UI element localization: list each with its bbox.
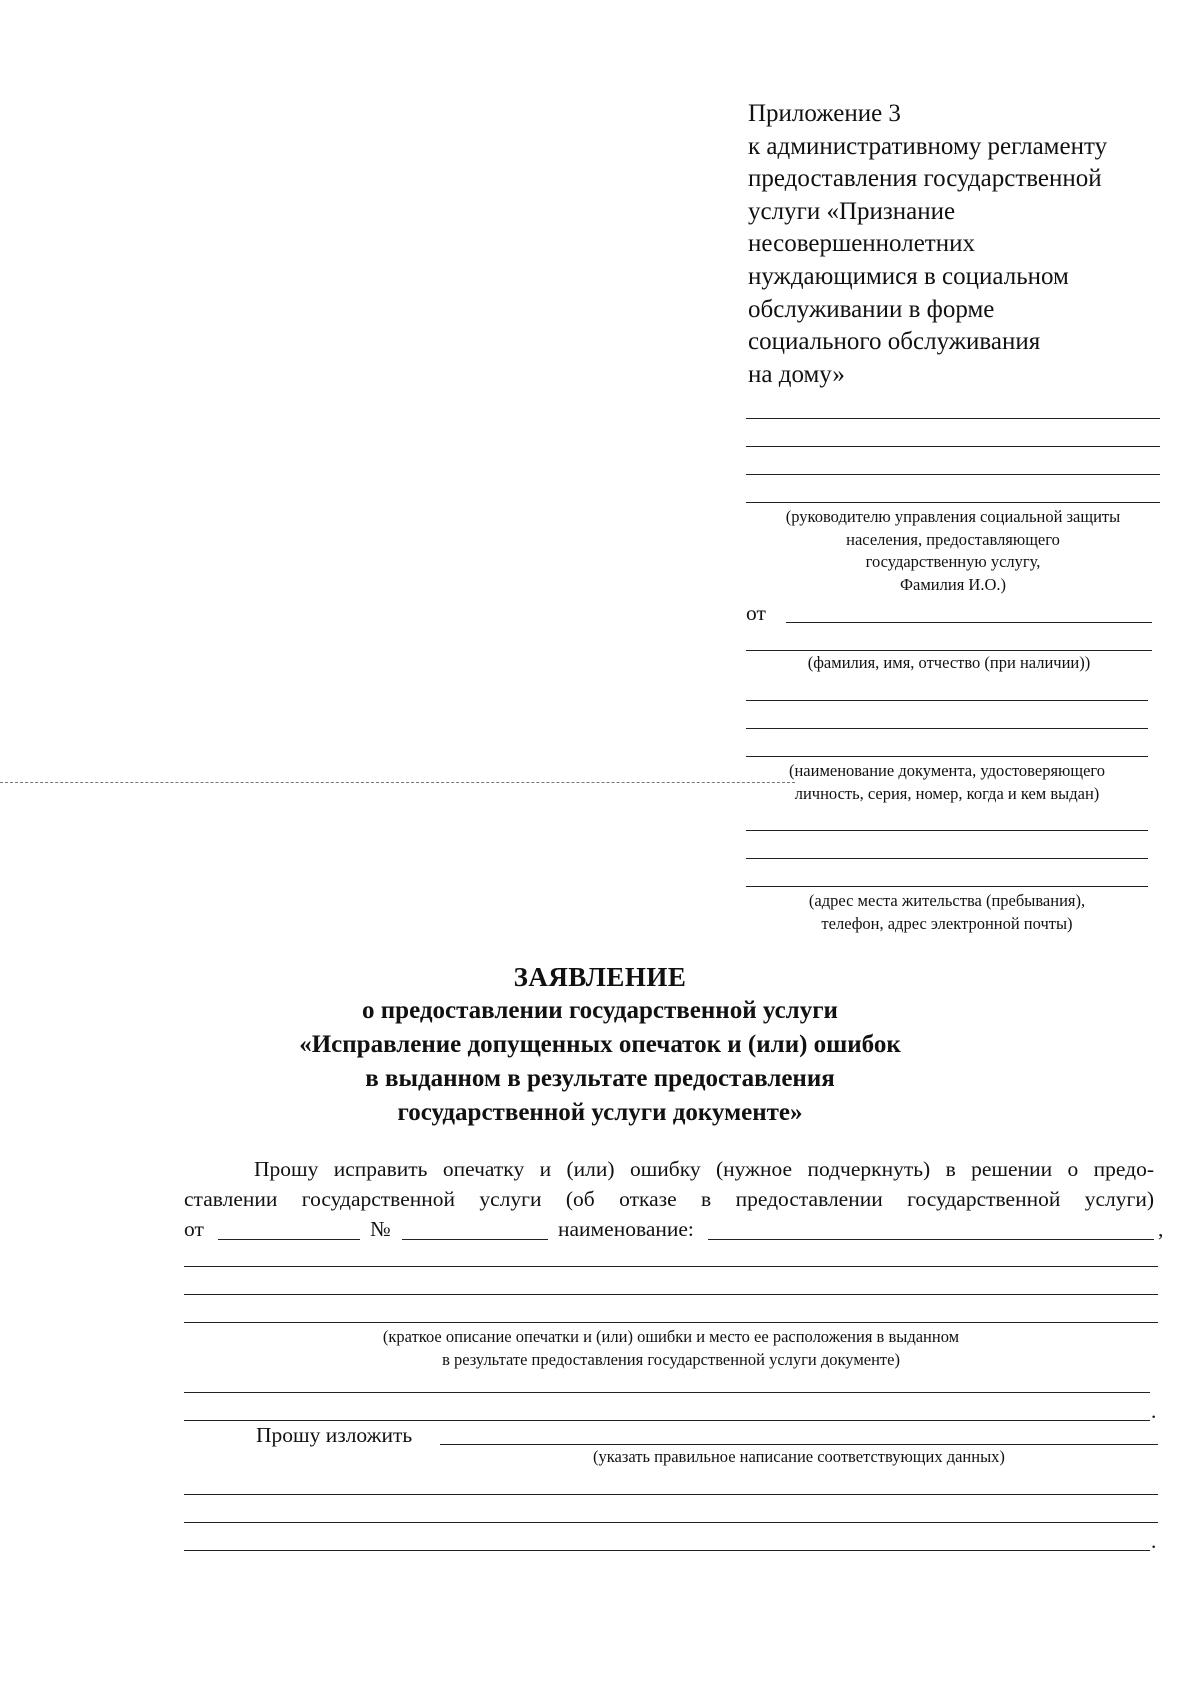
appendix-line: обслуживании в форме [748,295,995,323]
caption-line: (наименование документа, удостоверяющего [788,761,1106,780]
title-line: государственной услуги документе» [397,1099,803,1126]
description-period: . [1151,1399,1157,1423]
name-blank-line[interactable] [746,650,1152,651]
addressee-blank-line[interactable] [746,474,1160,475]
state-blank-line[interactable] [184,1550,1150,1551]
scan-artifact-line [0,782,795,783]
request-text: ставлении государственной услуги (об отказе в предоставлении государственной услуги) [184,1187,1154,1211]
caption-line: (адрес места жительства (пребывания), [808,891,1086,910]
request-line-1 [254,1154,1154,1184]
document-blank-line[interactable] [746,756,1148,757]
description-blank-line[interactable] [184,1294,1158,1295]
request-name-label: наименование: [558,1217,694,1241]
request-text: Прошу исправить опечатку и (или) ошибку (нужное подчеркнуть) в решении о предо- [254,1157,1154,1181]
caption-line: телефон, адрес электронной почты) [821,913,1073,933]
state-blank-line[interactable] [184,1522,1158,1523]
appendix-line: Приложение 3 [748,100,901,127]
document-caption [746,760,1148,805]
appendix-line: нуждающимися в социальном [748,262,1069,290]
caption-line: Фамилия И.О.) [900,574,1006,594]
request-number-field[interactable] [402,1239,548,1240]
appendix-line: на дому» [748,360,845,388]
caption-line: государственную услугу, [865,552,1041,571]
description-caption [184,1326,1158,1371]
addressee-blank-line[interactable] [746,418,1160,419]
description-blank-line[interactable] [184,1322,1158,1323]
document-blank-line[interactable] [746,728,1148,729]
from-label: от [746,601,766,625]
address-blank-line[interactable] [746,886,1148,887]
caption-line: личность, серия, номер, когда и кем выдан) [794,783,1100,803]
request-date-field[interactable] [218,1239,360,1240]
description-blank-line[interactable] [184,1266,1158,1267]
addressee-blank-line[interactable] [746,446,1160,447]
address-caption [746,890,1148,935]
appendix-line: предоставления государственной [748,165,1102,193]
request-line-2 [184,1184,1154,1214]
address-blank-line[interactable] [746,830,1148,831]
application-title [0,960,1200,1130]
title-line: о предоставлении государственной услуги [362,997,838,1024]
state-field[interactable] [440,1444,1158,1445]
document-blank-line[interactable] [746,700,1148,701]
caption-line: (руководителю управления социальной защиты [785,507,1121,526]
addressee-blank-line[interactable] [746,502,1160,503]
request-number-label: № [370,1217,391,1241]
request-from-label: от [184,1217,204,1241]
appendix-line: к административному регламенту [748,132,1108,160]
state-period: . [1151,1529,1157,1553]
state-blank-line[interactable] [184,1494,1158,1495]
description-blank-line[interactable] [184,1392,1150,1393]
appendix-line: несовершеннолетних [748,230,975,258]
appendix-line: услуги «Признание [748,197,956,225]
title-line: «Исправление допущенных опечаток и (или) ошибок [299,1031,901,1058]
from-name-field[interactable] [786,622,1152,623]
appendix-header [748,98,1168,391]
address-blank-line[interactable] [746,858,1148,859]
caption-line: населения, предоставляющего [846,529,1060,549]
request-comma: , [1158,1217,1164,1241]
request-name-field[interactable] [708,1239,1154,1240]
appendix-line: социального обслуживания [748,328,1041,356]
title-line: в выданном в результате предоставления [365,1065,835,1092]
state-label: Прошу изложить [256,1423,413,1447]
addressee-caption [746,506,1160,596]
caption-line: в результате предоставления государственной услуги документе) [442,1349,900,1369]
caption-line: (краткое описание опечатки и (или) ошибки и место ее расположения в выданном [382,1327,960,1346]
title-heading: ЗАЯВЛЕНИЕ [513,962,687,992]
state-caption: (указать правильное написание соответствующих данных) [593,1447,1005,1466]
name-caption: (фамилия, имя, отчество (при наличии)) [807,653,1091,672]
